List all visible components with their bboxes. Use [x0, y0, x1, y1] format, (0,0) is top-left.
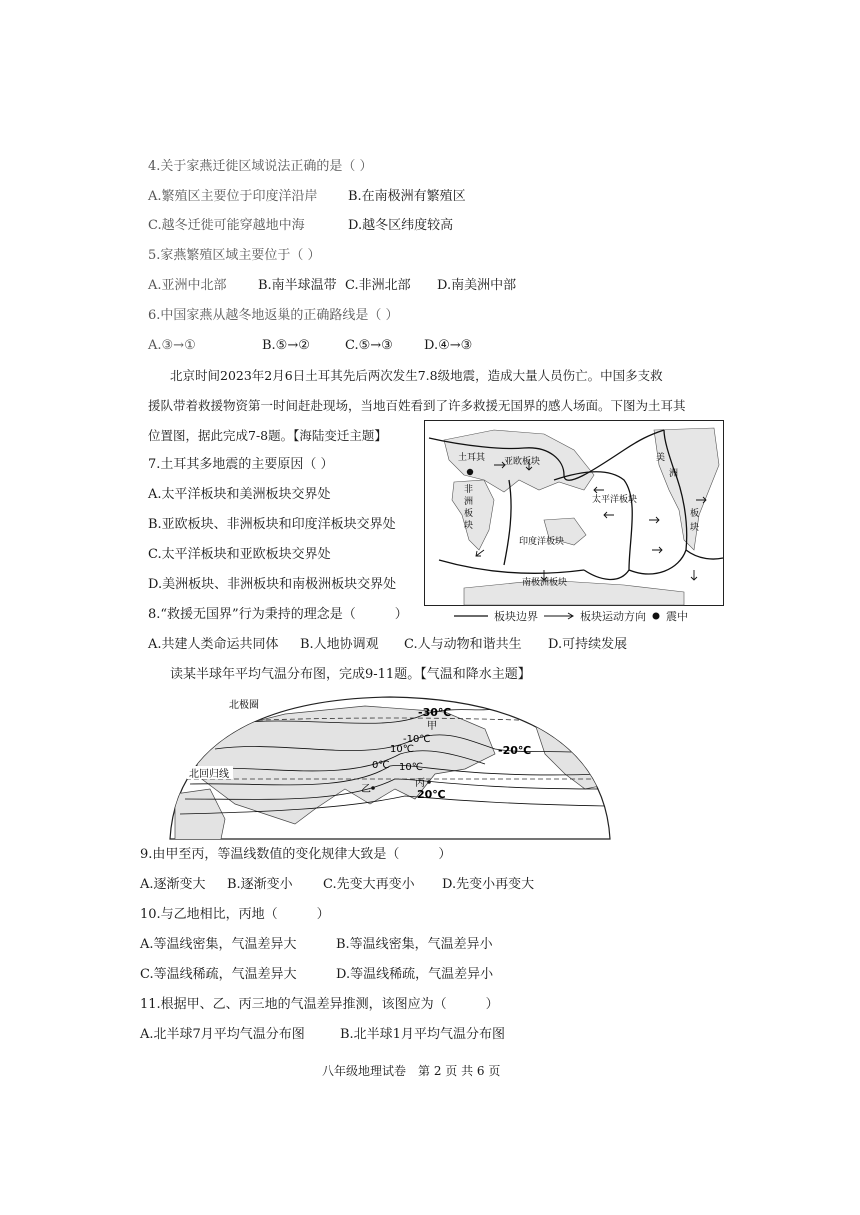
- q8-option-d: D.可持续发展: [548, 637, 628, 652]
- q9-option-b: B.逐渐变小: [227, 877, 293, 892]
- passage78-line1: 北京时间2023年2月6日土耳其先后两次发生7.8级地震，造成大量人员伤亡。中国多支救: [170, 368, 663, 383]
- label-pacific-plate: 太平洋板块: [592, 495, 638, 505]
- label-m20: -20℃: [498, 744, 532, 757]
- label-african-plate-4: 块: [464, 521, 474, 531]
- q8-option-b: B.人地协调观: [300, 637, 379, 652]
- label-african-plate-2: 洲: [464, 497, 474, 507]
- plate-map-svg: [424, 420, 724, 606]
- q10-stem: 10.与乙地相比，丙地（ ）: [140, 907, 330, 922]
- q7-option-d: D.美洲板块、非洲板块和南极洲板块交界处: [148, 577, 397, 592]
- label-african-plate-3: 板: [464, 509, 474, 519]
- q4-option-a: A.繁殖区主要位于印度洋沿岸: [148, 189, 318, 204]
- label-turkey: 土耳其: [458, 453, 486, 463]
- q5-option-b: B.南半球温带: [258, 278, 337, 293]
- passage78-line3: 位置图，据此完成7-8题。【海陆变迁主题】: [148, 428, 387, 443]
- label-p10b: 10℃: [399, 762, 423, 773]
- motion-arrow-icon: [544, 612, 574, 620]
- point-yi: [371, 786, 375, 790]
- q4-option-b: B.在南极洲有繁殖区: [348, 189, 466, 204]
- q7-stem: 7.土耳其多地震的主要原因（ ）: [148, 457, 334, 472]
- q5-option-a: A.亚洲中北部: [148, 278, 227, 293]
- q9-option-a: A.逐渐变大: [140, 877, 206, 892]
- q10-option-d: D.等温线稀疏，气温差异小: [336, 967, 494, 982]
- temperature-map: [165, 694, 615, 844]
- label-arctic-circle: 北极圈: [229, 700, 259, 711]
- q6-option-a: A.③→①: [148, 338, 196, 353]
- q7-option-c: C.太平洋板块和亚欧板块交界处: [148, 547, 331, 562]
- q5-option-c: C.非洲北部: [345, 278, 411, 293]
- q10-option-a: A.等温线密集，气温差异大: [140, 937, 297, 952]
- q10-option-c: C.等温线稀疏，气温差异大: [140, 967, 297, 982]
- q11-option-a: A.北半球7月平均气温分布图: [140, 1027, 305, 1042]
- label-yi: 乙: [361, 784, 371, 795]
- q6-option-c: C.⑤→③: [345, 338, 393, 353]
- q9-option-c: C.先变大再变小: [323, 877, 415, 892]
- q7-option-b: B.亚欧板块、非洲板块和印度洋板块交界处: [148, 517, 396, 532]
- label-m10: -10℃: [403, 734, 431, 745]
- q6-option-d: D.④→③: [424, 338, 473, 353]
- q7-option-a: A.太平洋板块和美洲板块交界处: [148, 487, 331, 502]
- q8-stem: 8.“救援无国界”行为秉持的理念是（ ）: [148, 607, 408, 622]
- q4-option-d: D.越冬区纬度较高: [348, 218, 454, 233]
- q9-stem: 9.由甲至丙，等温线数值的变化规律大致是（ ）: [140, 847, 452, 862]
- q5-stem: 5.家燕繁殖区域主要位于（ ）: [148, 248, 321, 263]
- label-american-plate-2: 洲: [669, 469, 679, 479]
- legend-boundary: 板块边界: [494, 610, 538, 623]
- epicenter-icon: [652, 612, 660, 620]
- label-p20: 20℃: [417, 788, 446, 801]
- q6-option-b: B.⑤→②: [262, 338, 310, 353]
- q10-option-b: B.等温线密集，气温差异小: [336, 937, 493, 952]
- q4-stem: 4.关于家燕迁徙区域说法正确的是（ ）: [148, 159, 373, 174]
- label-zero: 0℃: [372, 760, 390, 771]
- page-footer: 八年级地理试卷 第 2 页 共 6 页: [322, 1064, 501, 1078]
- point-bing: [427, 780, 431, 784]
- label-american-plate-4: 块: [690, 523, 700, 533]
- label-eurasian-plate: 亚欧板块: [504, 457, 541, 467]
- epicenter-dot: [467, 469, 473, 475]
- label-p10a: 10℃: [390, 744, 414, 755]
- temperature-map-svg: [165, 694, 615, 844]
- q8-option-a: A.共建人类命运共同体: [148, 637, 279, 652]
- q11-option-b: B.北半球1月平均气温分布图: [340, 1027, 505, 1042]
- legend-motion: 板块运动方向: [580, 610, 646, 623]
- label-indian-plate: 印度洋板块: [519, 537, 565, 547]
- plate-map-legend: [454, 608, 688, 624]
- legend-epicenter: 震中: [666, 610, 688, 623]
- label-tropic: 北回归线: [189, 769, 229, 780]
- q6-stem: 6.中国家燕从越冬地返巢的正确路线是（ ）: [148, 308, 399, 323]
- boundary-line-icon: [454, 612, 488, 620]
- label-american-plate-1: 美: [656, 453, 666, 463]
- q4-option-c: C.越冬迁徙可能穿越地中海: [148, 218, 305, 233]
- label-m30: -30℃: [418, 706, 452, 719]
- plate-map: [424, 420, 724, 606]
- passage78-line2: 援队带着救援物资第一时间赶赴现场，当地百姓看到了许多救援无国界的感人场面。下图为土耳其: [148, 398, 686, 413]
- label-american-plate-3: 板: [690, 509, 700, 519]
- label-jia: 甲: [427, 721, 437, 732]
- q9-option-d: D.先变小再变大: [442, 877, 535, 892]
- q8-option-c: C.人与动物和谐共生: [404, 637, 522, 652]
- label-african-plate-1: 非: [464, 485, 474, 495]
- q5-option-d: D.南美洲中部: [437, 278, 517, 293]
- label-antarctic-plate: 南极洲板块: [522, 578, 568, 588]
- passage911-line1: 读某半球年平均气温分布图，完成9-11题。【气温和降水主题】: [170, 667, 531, 682]
- q11-stem: 11.根据甲、乙、丙三地的气温差异推测，该图应为（ ）: [140, 997, 499, 1012]
- label-bing: 丙: [415, 778, 425, 789]
